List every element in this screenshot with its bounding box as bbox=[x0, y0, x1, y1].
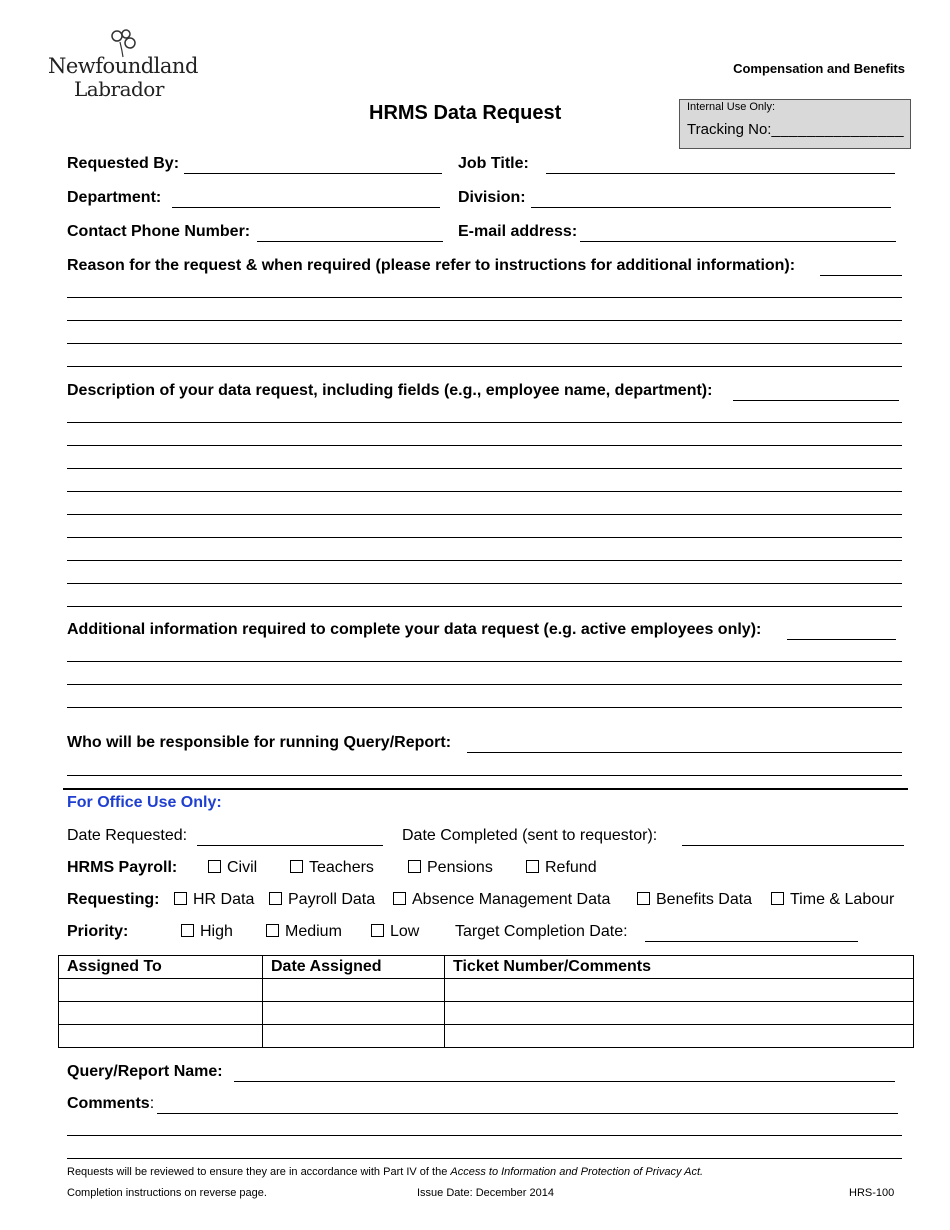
section-divider bbox=[63, 788, 908, 790]
description-line[interactable] bbox=[67, 445, 902, 446]
comments-line[interactable] bbox=[67, 1158, 902, 1159]
checkbox-icon bbox=[771, 892, 784, 905]
additional-line[interactable] bbox=[67, 707, 902, 708]
department-field[interactable] bbox=[172, 207, 440, 208]
additional-field-inline[interactable] bbox=[787, 639, 896, 640]
additional-line[interactable] bbox=[67, 661, 902, 662]
logo-line-1: Newfoundland bbox=[48, 54, 198, 78]
table-cell[interactable] bbox=[263, 979, 445, 1002]
reason-label: Reason for the request & when required (please refer to instructions for additional information): bbox=[67, 257, 796, 274]
requesting-label: Requesting: bbox=[67, 891, 160, 908]
description-line[interactable] bbox=[67, 468, 902, 469]
table-row bbox=[59, 1002, 914, 1025]
logo-line-2: Labrador bbox=[74, 77, 164, 101]
checkbox-icon bbox=[393, 892, 406, 905]
requested-by-label: Requested By: bbox=[67, 155, 180, 172]
job-title-label: Job Title: bbox=[458, 155, 529, 172]
requesting-option-payroll-data[interactable]: Payroll Data bbox=[269, 891, 375, 909]
contact-phone-label: Contact Phone Number: bbox=[67, 223, 251, 240]
table-cell[interactable] bbox=[445, 1025, 914, 1048]
additional-line[interactable] bbox=[67, 684, 902, 685]
assignment-table bbox=[58, 955, 914, 1048]
table-cell[interactable] bbox=[59, 1002, 263, 1025]
footer-form-code: HRS-100 bbox=[849, 1187, 895, 1199]
query-name-label: Query/Report Name: bbox=[67, 1063, 223, 1080]
date-requested-field[interactable] bbox=[197, 845, 383, 846]
comments-label-wrap: Comments: bbox=[67, 1095, 155, 1112]
description-line[interactable] bbox=[67, 583, 902, 584]
checkbox-icon bbox=[269, 892, 282, 905]
department-label: Department: bbox=[67, 189, 162, 206]
checkbox-icon bbox=[174, 892, 187, 905]
footer-issue-date: Issue Date: December 2014 bbox=[417, 1187, 554, 1199]
requesting-option-time-labour[interactable]: Time & Labour bbox=[771, 891, 894, 909]
requested-by-field[interactable] bbox=[184, 173, 442, 174]
reason-line[interactable] bbox=[67, 343, 902, 344]
footer-act-name: Access to Information and Protection of Privacy Act. bbox=[450, 1166, 704, 1178]
description-line[interactable] bbox=[67, 606, 902, 607]
description-line[interactable] bbox=[67, 422, 902, 423]
email-field[interactable] bbox=[580, 241, 896, 242]
table-header-date-assigned: Date Assigned bbox=[263, 956, 445, 979]
target-date-label: Target Completion Date: bbox=[455, 923, 628, 940]
table-cell[interactable] bbox=[445, 1002, 914, 1025]
date-completed-label: Date Completed (sent to requestor): bbox=[402, 827, 658, 844]
requesting-option-absence[interactable]: Absence Management Data bbox=[393, 891, 610, 909]
division-label: Compensation and Benefits bbox=[733, 61, 905, 76]
checkbox-icon bbox=[181, 924, 194, 937]
table-header-row bbox=[59, 956, 914, 979]
table-cell[interactable] bbox=[59, 1025, 263, 1048]
priority-option-high[interactable]: High bbox=[181, 923, 233, 941]
email-label: E-mail address: bbox=[458, 223, 578, 240]
responsible-line[interactable] bbox=[67, 775, 902, 776]
table-header-assigned-to: Assigned To bbox=[59, 956, 263, 979]
form-title: HRMS Data Request bbox=[369, 102, 562, 124]
payroll-option-pensions[interactable]: Pensions bbox=[408, 859, 493, 877]
checkbox-icon bbox=[408, 860, 421, 873]
footer-instructions: Completion instructions on reverse page. bbox=[67, 1187, 267, 1199]
reason-line[interactable] bbox=[67, 366, 902, 367]
checkbox-icon bbox=[637, 892, 650, 905]
payroll-option-civil[interactable]: Civil bbox=[208, 859, 257, 877]
table-row bbox=[59, 1025, 914, 1048]
office-use-heading: For Office Use Only: bbox=[67, 794, 222, 811]
checkbox-icon bbox=[208, 860, 221, 873]
table-cell[interactable] bbox=[445, 979, 914, 1002]
requesting-option-benefits[interactable]: Benefits Data bbox=[637, 891, 752, 909]
query-name-field[interactable] bbox=[234, 1081, 895, 1082]
description-line[interactable] bbox=[67, 491, 902, 492]
internal-use-box bbox=[679, 99, 911, 149]
responsible-field[interactable] bbox=[467, 752, 902, 753]
table-cell[interactable] bbox=[263, 1025, 445, 1048]
division-field[interactable] bbox=[531, 207, 891, 208]
requesting-option-hr-data[interactable]: HR Data bbox=[174, 891, 254, 909]
footer-review-text: Requests will be reviewed to ensure they are in accordance with Part IV of the Access to Information and Protection of Privacy Act. bbox=[67, 1166, 704, 1178]
date-requested-label: Date Requested: bbox=[67, 827, 188, 844]
comments-line[interactable] bbox=[67, 1135, 902, 1136]
responsible-label: Who will be responsible for running Query/Report: bbox=[67, 734, 452, 751]
description-line[interactable] bbox=[67, 560, 902, 561]
job-title-field[interactable] bbox=[546, 173, 895, 174]
description-field-inline[interactable] bbox=[733, 400, 899, 401]
reason-line[interactable] bbox=[67, 297, 902, 298]
checkbox-icon bbox=[266, 924, 279, 937]
reason-field-inline[interactable] bbox=[820, 275, 902, 276]
internal-use-label: Internal Use Only: bbox=[687, 101, 776, 113]
table-row bbox=[59, 979, 914, 1002]
priority-label: Priority: bbox=[67, 923, 129, 940]
table-cell[interactable] bbox=[59, 979, 263, 1002]
comments-field[interactable] bbox=[157, 1113, 898, 1114]
table-header-ticket: Ticket Number/Comments bbox=[445, 956, 914, 979]
checkbox-icon bbox=[526, 860, 539, 873]
priority-option-medium[interactable]: Medium bbox=[266, 923, 342, 941]
priority-option-low[interactable]: Low bbox=[371, 923, 419, 941]
payroll-option-refund[interactable]: Refund bbox=[526, 859, 597, 877]
description-label: Description of your data request, including fields (e.g., employee name, department): bbox=[67, 382, 713, 399]
payroll-label: HRMS Payroll: bbox=[67, 859, 178, 876]
target-date-field[interactable] bbox=[645, 941, 858, 942]
tracking-label: Tracking No:_______________ bbox=[687, 121, 905, 138]
payroll-option-teachers[interactable]: Teachers bbox=[290, 859, 374, 877]
reason-line[interactable] bbox=[67, 320, 902, 321]
checkbox-icon bbox=[371, 924, 384, 937]
comments-label: Comments bbox=[67, 1095, 150, 1112]
division-field-label: Division: bbox=[458, 189, 526, 206]
date-completed-field[interactable] bbox=[682, 845, 904, 846]
table-cell[interactable] bbox=[263, 1002, 445, 1025]
checkbox-icon bbox=[290, 860, 303, 873]
description-line[interactable] bbox=[67, 537, 902, 538]
contact-phone-field[interactable] bbox=[257, 241, 443, 242]
additional-label: Additional information required to complete your data request (e.g. active employees only): bbox=[67, 621, 762, 638]
description-line[interactable] bbox=[67, 514, 902, 515]
